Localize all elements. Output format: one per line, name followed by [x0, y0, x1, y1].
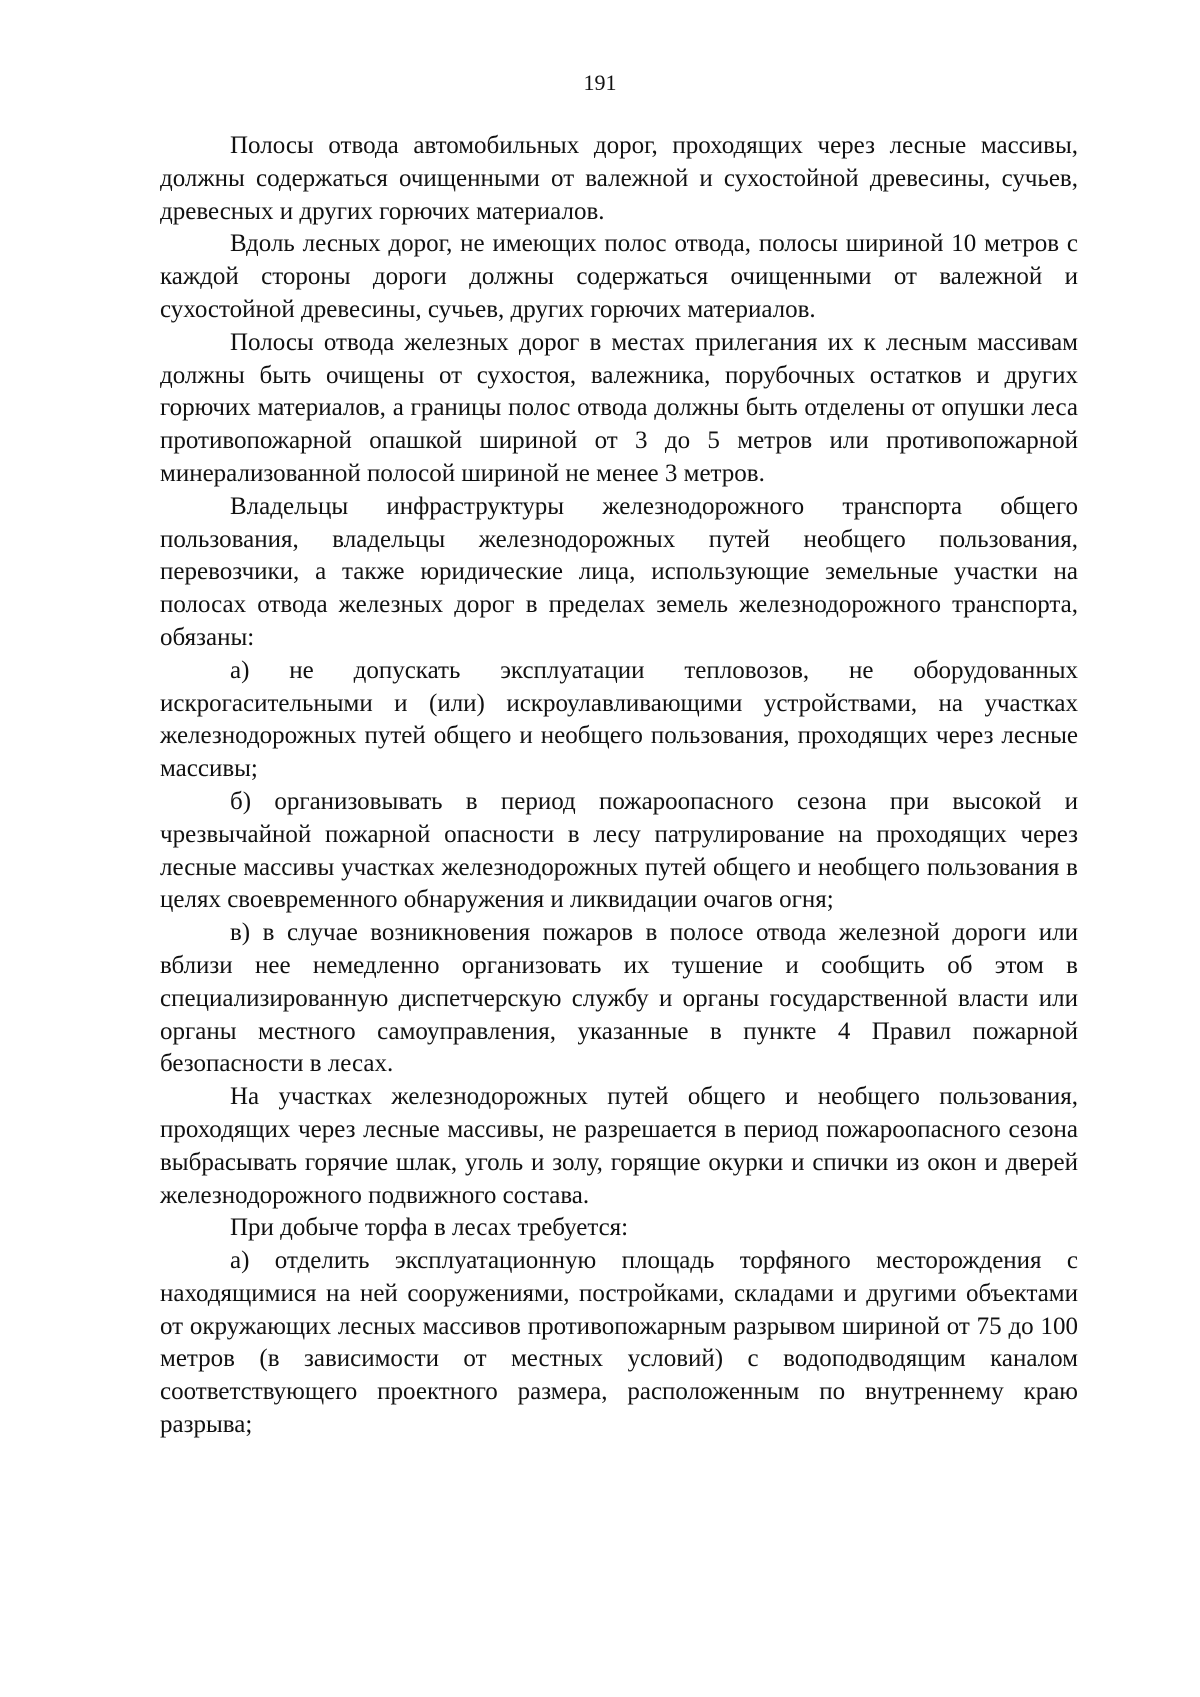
paragraph-forest-roads: Вдоль лесных дорог, не имеющих полос отвода, полосы шириной 10 метров с каждой стороны дороги должны содержаться очищенными от валежной и сухостойной древесины, сучьев, других горючих материалов.	[160, 230, 1078, 323]
paragraph-railway-owners-obligations: Владельцы инфраструктуры железнодорожного транспорта общего пользования, владельцы железнодорожных путей необщего пользования, перевозчики, а также юридические лица, использующие земельные участки на полосах отвода железных дорог в пределах земель железнодорожного транспорта, обязаны:	[160, 492, 1078, 651]
list-item-c-fire-response: в) в случае возникновения пожаров в полосе отвода железной дороги или вблизи нее немедленно организовать их тушение и сообщить об этом в специализированную диспетчерскую службу и органы государственной власти или органы местного самоуправления, указанные в пункте 4 Правил пожарной безопасности в лесах.	[160, 919, 1078, 1078]
list-item-a-peat-firebreak: а) отделить эксплуатационную площадь торфяного месторождения с находящимися на ней сооружениями, постройками, складами и другими объектами от окружающих лесных массивов противопожарным разрывом шириной от 75 до 100 метров (в зависимости от местных условий) с водоподводящим каналом соответствующего проектного размера, расположенным по внутреннему краю разрыва;	[160, 1247, 1078, 1439]
paragraph-railway-right-of-way: Полосы отвода железных дорог в местах прилегания их к лесным массивам должны быть очищены от сухостоя, валежника, порубочных остатков и других горючих материалов, а границы полос отвода должны быть отделены от опушки леса противопожарной опашкой шириной от 3 до 5 метров или противопожарной минерализованной полосой шириной не менее 3 метров.	[160, 328, 1078, 487]
document-body	[160, 130, 1078, 1442]
paragraph-peat-extraction: При добыче торфа в лесах требуется:	[230, 1214, 629, 1242]
list-item-b-patrolling: б) организовывать в период пожароопасного сезона при высокой и чрезвычайной пожарной опасности в лесу патрулирование на проходящих через лесные массивы участках железнодорожных путей общего и необщего пользования в целях своевременного обнаружения и ликвидации очагов огня;	[160, 787, 1078, 914]
list-item-a-locomotives: а) не допускать эксплуатации тепловозов, не оборудованных искрогасительными и (или) искроулавливающими устройствами, на участках железнодорожных путей общего и необщего пользования, проходящих через лесные массивы;	[160, 656, 1078, 783]
paragraph-right-of-way-roads: Полосы отвода автомобильных дорог, проходящих через лесные массивы, должны содержаться очищенными от валежной и сухостойной древесины, сучьев, древесных и других горючих материалов.	[160, 132, 1078, 225]
paragraph-railway-prohibitions: На участках железнодорожных путей общего и необщего пользования, проходящих через лесные массивы, не разрешается в период пожароопасного сезона выбрасывать горячие шлак, уголь и золу, горящие окурки и спички из окон и дверей железнодорожного подвижного состава.	[160, 1083, 1078, 1209]
page-number: 191	[583, 70, 617, 95]
